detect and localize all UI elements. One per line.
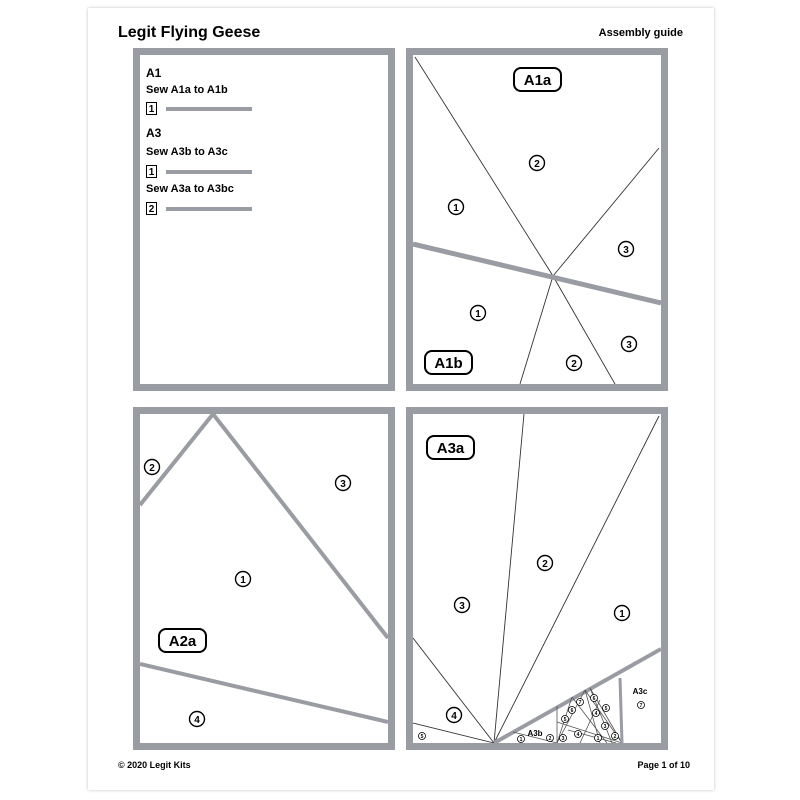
instruction-heading-a1: A1	[146, 66, 162, 80]
seam-number: 3	[626, 340, 632, 351]
seam-number: 6	[570, 708, 574, 714]
seam-number: 7	[639, 703, 643, 709]
seam-number: 3	[603, 724, 607, 730]
svg-text:A1b: A1b	[434, 355, 463, 372]
panel-a2-label	[159, 629, 206, 652]
seam-number: 3	[561, 736, 565, 742]
footer-copyright: © 2020 Legit Kits	[118, 760, 191, 770]
seam-number: 3	[340, 479, 346, 490]
seam-number: 2	[149, 463, 155, 474]
seam-number: 6	[592, 696, 596, 702]
panel-a1-label-a	[514, 68, 561, 91]
panel-a3-label-b: A3b	[527, 729, 543, 738]
seam-number: 1	[453, 203, 459, 214]
seam-number: 2	[571, 359, 577, 370]
footer-page-number: Page 1 of 10	[637, 760, 690, 770]
seam-number: 2	[548, 736, 552, 742]
seam-number: 3	[623, 245, 629, 256]
svg-text:A3a: A3a	[436, 440, 465, 457]
seam-number: 7	[578, 700, 582, 706]
step-number: 1	[146, 165, 157, 178]
step-number: 2	[146, 202, 157, 215]
step-number: 1	[146, 102, 157, 115]
seam-number: 1	[240, 575, 246, 586]
seam-number: 2	[534, 159, 540, 170]
page-subtitle: Assembly guide	[598, 27, 683, 39]
seam-number: 3	[459, 601, 465, 612]
seam-number: 2	[613, 734, 617, 740]
seam-number: 1	[619, 609, 625, 620]
panel-a3-label-c: A3c	[632, 687, 648, 696]
panel-a1-label-b	[425, 351, 472, 374]
seam-number: 4	[576, 732, 580, 738]
seam-number: 1	[596, 736, 600, 742]
panel-a3-frame	[410, 411, 665, 747]
seam-number: 5	[604, 706, 608, 712]
panel-a3-label-a	[427, 436, 474, 459]
seam-number: 5	[420, 734, 424, 740]
seam-number: 1	[519, 737, 523, 743]
page-title: Legit Flying Geese	[118, 24, 261, 41]
seam-number: 1	[475, 309, 481, 320]
seam-number: 4	[594, 711, 598, 717]
instruction-line: Sew A3a to A3bc	[146, 183, 234, 195]
svg-text:A1a: A1a	[523, 72, 552, 89]
instruction-heading-a3: A3	[146, 126, 162, 140]
seam-number: 2	[542, 559, 548, 570]
seam-number: 5	[563, 717, 567, 723]
instruction-line: Sew A3b to A3c	[146, 146, 228, 158]
svg-text:A2a: A2a	[168, 633, 197, 650]
seam-number: 4	[451, 711, 457, 722]
seam-number: 4	[194, 715, 200, 726]
instruction-line: Sew A1a to A1b	[146, 84, 228, 96]
